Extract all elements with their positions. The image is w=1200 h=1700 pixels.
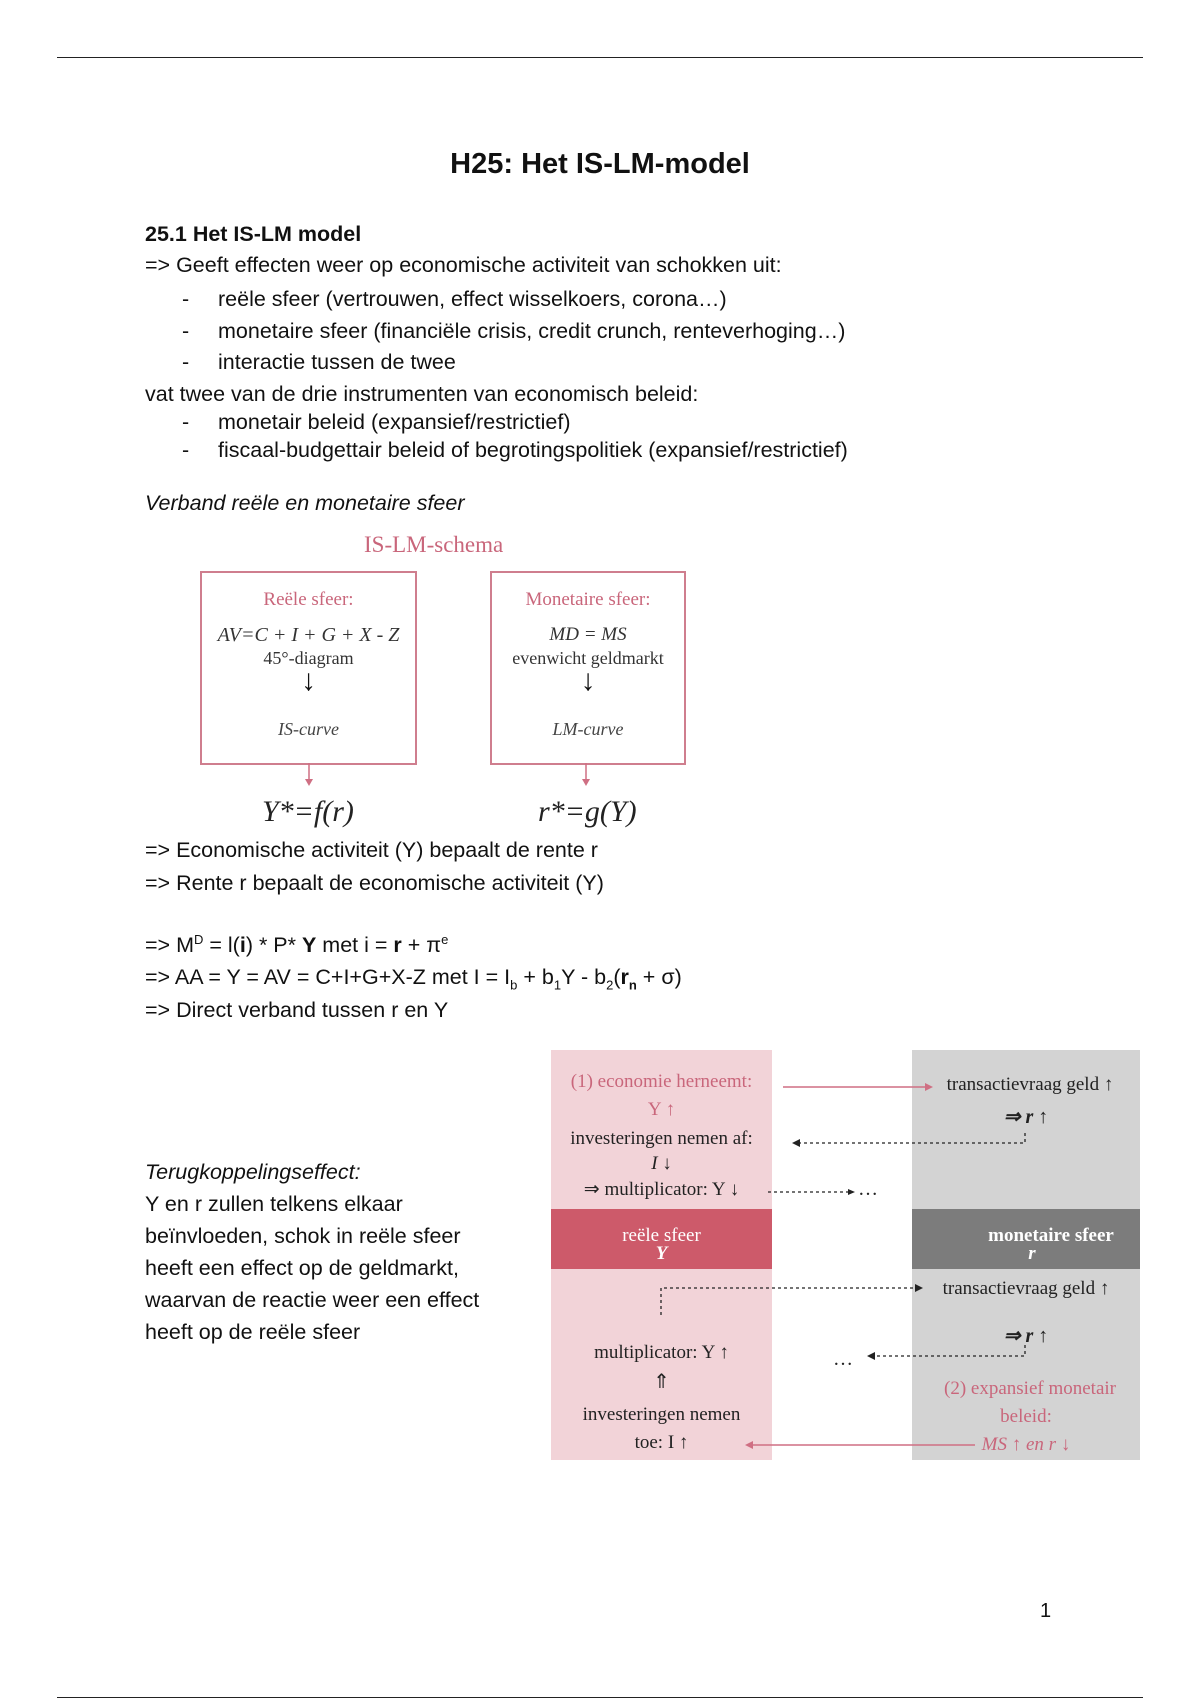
feedback-line: heeft op de reële sfeer	[145, 1320, 361, 1344]
real-sphere-diagram: 45°-diagram	[263, 648, 354, 668]
i-up-label: toe: I ↑	[634, 1432, 689, 1453]
page-title: H25: Het IS-LM-model	[450, 148, 750, 180]
feedback-line: heeft een effect op de geldmarkt,	[145, 1256, 459, 1280]
double-up-arrow: ⇑	[653, 1371, 670, 1393]
monetary-sphere-diagram: evenwicht geldmarkt	[512, 648, 664, 668]
money-demand-equation: => $M^D = l(i) * P*$ Y met $i = r + \pi^e$	[145, 932, 449, 958]
real-sphere-arrow: ↓	[301, 664, 316, 697]
investment-down-label: investeringen nemen af:	[570, 1128, 753, 1149]
monetary-sphere-formula: MD = MS	[549, 624, 627, 645]
r-up-label: ⇒ r ↑	[1003, 1106, 1049, 1128]
i-down-label: I ↓	[651, 1153, 672, 1174]
feedback-line: Y en r zullen telkens elkaar	[145, 1192, 403, 1216]
real-sphere-formula: AV=C + I + G + X - Z	[217, 624, 400, 646]
statement-1: => Economische activiteit (Y) bepaalt de rente r	[145, 838, 598, 862]
monetary-sphere-band-r: r	[1028, 1243, 1036, 1264]
r-up-label-2: ⇒ r ↑	[1003, 1325, 1049, 1347]
multiplier-down-label: ⇒ multiplicator: Y ↓	[583, 1179, 740, 1200]
real-sphere-title: Reële sfeer:	[263, 589, 354, 610]
transaction-demand-label: transactievraag geld ↑	[946, 1074, 1114, 1095]
footer-rule	[57, 1697, 1143, 1698]
shock-item: - interactie tussen de twee	[182, 350, 456, 375]
is-curve-label: IS-curve	[278, 719, 339, 739]
feedback-line: waarvan de reactie weer een effect	[145, 1288, 480, 1312]
equilibrium-equation: => AA = Y = AV = C+I+G+X-Z met $I = I_b + b_1Y - b_2(r_n + \sigma)$	[145, 965, 682, 993]
shock-item: - monetaire sfeer (financiële crisis, credit crunch, renteverhoging…)	[182, 318, 846, 343]
intro-line: => Geeft effecten weer op economische activiteit van schokken uit:	[145, 253, 782, 277]
statement-5: => Direct verband tussen r en Y	[145, 998, 449, 1022]
transaction-demand-label-2: transactievraag geld ↑	[942, 1278, 1110, 1299]
investment-up-label: investeringen nemen	[582, 1404, 741, 1425]
relation-heading: Verband reële en monetaire sfeer	[145, 491, 465, 515]
monetary-sphere-band-label: monetaire sfeer	[988, 1225, 1114, 1246]
instrument-item: - monetair beleid (expansief/restrictief)	[182, 409, 571, 434]
expansive-policy-label: (2) expansief monetair	[944, 1378, 1116, 1399]
real-sphere-band-label: reële sfeer	[622, 1225, 701, 1246]
is-result-formula: Y*=f(r)	[262, 795, 354, 828]
lm-curve-label: LM-curve	[552, 719, 624, 739]
page-number: 1	[1040, 1600, 1052, 1622]
multiplier-up-label: multiplicator: Y ↑	[594, 1342, 729, 1363]
money-supply-label: MS ↑ en r ↓	[981, 1434, 1071, 1455]
ellipsis-bottom: …	[833, 1348, 853, 1370]
lm-result-formula: r*=g(Y)	[538, 795, 637, 828]
policy-label: beleid:	[1000, 1406, 1052, 1427]
economy-recovers-label: (1) economie herneemt:	[570, 1071, 753, 1092]
instrument-item: - fiscaal-budgettair beleid of begrotingspolitiek (expansief/restrictief)	[182, 437, 848, 462]
instruments-intro: vat twee van de drie instrumenten van economisch beleid:	[145, 382, 699, 407]
ellipsis-top: …	[858, 1178, 878, 1200]
monetary-sphere-arrow: ↓	[580, 664, 596, 697]
section-heading: 25.1 Het IS-LM model	[145, 222, 362, 246]
schema-title: IS-LM-schema	[364, 532, 504, 557]
y-up-label: Y ↑	[647, 1099, 676, 1120]
real-sphere-band-y: Y	[655, 1243, 668, 1264]
statement-2: => Rente r bepaalt de economische activiteit (Y)	[145, 871, 604, 895]
feedback-line: beïnvloeden, schok in reële sfeer	[145, 1224, 461, 1248]
monetary-sphere-title: Monetaire sfeer:	[525, 589, 651, 610]
shock-item: - reële sfeer (vertrouwen, effect wisselkoers, corona…)	[182, 286, 727, 311]
feedback-heading: Terugkoppelingseffect:	[145, 1160, 361, 1184]
